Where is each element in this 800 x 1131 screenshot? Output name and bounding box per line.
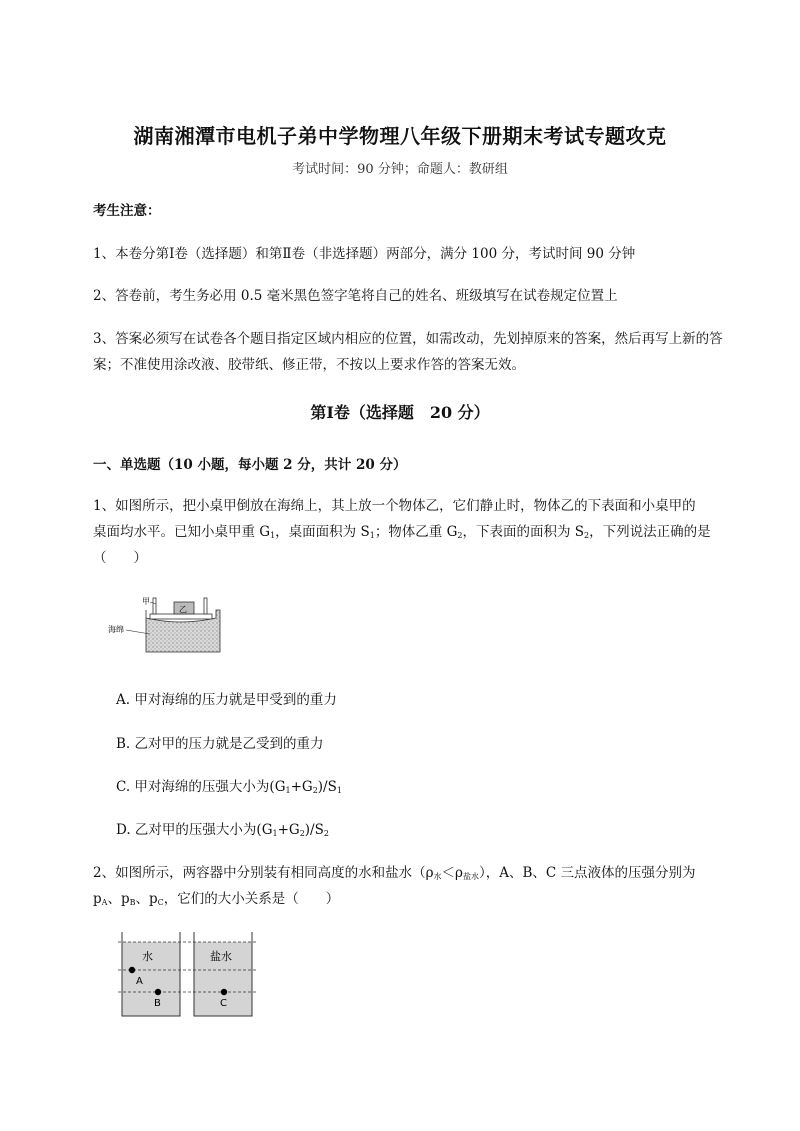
label-point-a: A: [136, 976, 143, 987]
table-top: [150, 614, 212, 619]
subscript: 水: [433, 872, 442, 881]
option-text: )/S: [317, 779, 337, 795]
option-text: +G: [290, 779, 313, 795]
q2-text: p: [148, 891, 158, 907]
notice-heading: 考生注意：: [93, 203, 161, 219]
q1-text: ；物体乙重 G: [374, 524, 458, 540]
section-title: 第Ⅰ卷（选择题 20 分）: [310, 403, 490, 422]
subscript: 1: [272, 829, 278, 838]
q1-figure-sponge-table: [108, 590, 228, 656]
notice-item-3: 3、答案必须写在试卷各个题目指定区域内相应的位置，如需改动，先划掉原来的答案，然后再写上新的答案；不准使用涂改液、胶带纸、修正带，不按以上要求作答的答案无效。: [93, 331, 723, 373]
point-a: [129, 967, 135, 973]
option-text: )/S: [304, 822, 324, 838]
q2-text: 、: [135, 891, 149, 907]
subscript: A: [101, 898, 108, 907]
subscript: 2: [584, 531, 590, 540]
q1-option-d[interactable]: [116, 820, 329, 844]
q2-line-2: [93, 886, 339, 916]
q1-text: ，桌面面积为 S: [275, 524, 370, 540]
q2-text: ，它们的大小关系是（ ）: [163, 891, 340, 907]
notice-item-1: 1、本卷分第Ⅰ卷（选择题）和第Ⅱ卷（非选择题）两部分，满分 100 分，考试时间 90 分钟: [93, 246, 636, 262]
part-heading: 一、单选题（10 小题，每小题 2 分，共计 20 分）: [93, 457, 407, 473]
q2-figure-containers: [116, 932, 266, 1022]
subscript: B: [129, 898, 136, 907]
subscript: C: [157, 898, 164, 907]
label-sponge: 海绵: [108, 625, 124, 634]
q1-line-3: （ ）: [93, 550, 147, 566]
q1-text: ，下表面的面积为 S: [462, 524, 585, 540]
subscript: 2: [312, 786, 318, 795]
option-text: D. 乙对甲的压强大小为(G: [116, 822, 273, 838]
q2-text: p: [93, 891, 102, 907]
table-leg: [153, 598, 156, 614]
q1-option-a[interactable]: A. 甲对海绵的压力就是甲受到的重力: [116, 692, 337, 708]
q2-text: 、: [107, 891, 121, 907]
q1-line-2: [93, 519, 711, 549]
subscript: 2: [323, 829, 329, 838]
notice-item-2: 2、答卷前，考生务必用 0.5 毫米黑色签字笔将自己的姓名、班级填写在试卷规定位置上: [93, 288, 618, 304]
subscript: 1: [369, 531, 375, 540]
q2-text: p: [120, 891, 130, 907]
subscript: 1: [336, 786, 342, 795]
subscript: 2: [457, 531, 463, 540]
q2-text: ＜ρ: [441, 865, 463, 881]
q1-option-c[interactable]: [116, 777, 342, 801]
label-point-c: C: [220, 998, 227, 1009]
label-salt-water: 盐水: [210, 950, 232, 963]
label-water: 水: [142, 950, 153, 963]
option-text: C. 甲对海绵的压强大小为(G: [116, 779, 286, 795]
subscript: 1: [270, 531, 276, 540]
label-yi: 乙: [179, 605, 187, 614]
point-b: [155, 989, 161, 995]
q1-text: 桌面均水平。已知小桌甲重 G: [93, 524, 271, 540]
q1-option-b[interactable]: B. 乙对甲的压力就是乙受到的重力: [116, 736, 324, 752]
q1-line-1: 1、如图所示，把小桌甲倒放在海绵上，其上放一个物体乙，它们静止时，物体乙的下表面和小桌甲的: [93, 498, 696, 514]
label-point-b: B: [154, 998, 161, 1009]
q1-text: ，下列说法正确的是: [589, 524, 711, 540]
option-text: +G: [277, 822, 300, 838]
subscript: 1: [285, 786, 291, 795]
q2-text: 2、如图所示，两容器中分别装有相同高度的水和盐水（ρ: [93, 865, 434, 881]
page-subtitle: 考试时间：90 分钟；命题人：教研组: [292, 162, 508, 177]
label-jia: 甲: [142, 597, 150, 606]
q2-text: ），A、B、C 三点液体的压强分别为: [478, 865, 696, 881]
point-c: [221, 989, 227, 995]
subscript: 盐水: [462, 872, 479, 881]
table-leg: [204, 598, 207, 614]
subscript: 2: [299, 829, 305, 838]
page-title: 湖南湘潭市电机子弟中学物理八年级下册期末考试专题攻克: [133, 124, 667, 148]
